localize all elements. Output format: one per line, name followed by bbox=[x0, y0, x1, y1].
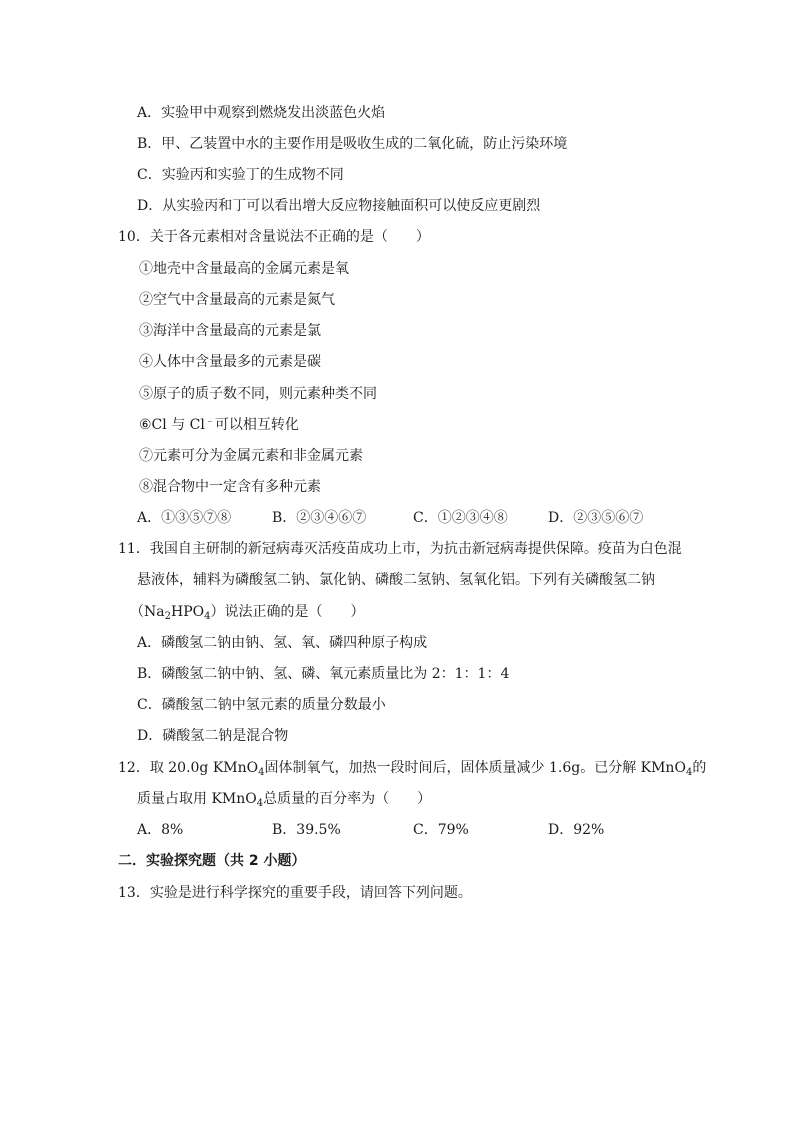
q10-item-5: ⑤原子的质子数不同，则元素种类不同 bbox=[139, 386, 377, 402]
q11-stem-line-1: 11．我国自主研制的新冠病毒灭活疫苗成功上市，为抗击新冠病毒提供保障。疫苗为白色混 bbox=[118, 541, 682, 557]
q10-item-7: ⑦元素可分为金属元素和非金属元素 bbox=[139, 448, 363, 464]
q11-option-c: C．磷酸氢二钠中氢元素的质量分数最小 bbox=[137, 697, 386, 713]
q10-item-4: ④人体中含量最多的元素是碳 bbox=[139, 354, 321, 370]
q11-stem-line-3 bbox=[130, 603, 364, 621]
q10-option-c: C．①②③④⑧ bbox=[413, 510, 508, 526]
q10-item-6-tail: 可以相互转化 bbox=[214, 417, 299, 433]
q12-sub-2: 4 bbox=[685, 767, 693, 778]
q12-text-4: 质量占取用 KMnO bbox=[137, 791, 257, 807]
q11-stem-line-2: 悬液体，辅料为磷酸氢二钠、氯化钠、磷酸二氢钠、氢氧化铝。下列有关磷酸氢二钠 bbox=[137, 572, 655, 588]
q11-formula-sub-2: 2 bbox=[164, 611, 171, 622]
q11-formula-hpo: HPO bbox=[170, 604, 205, 620]
q12-stem-line-1 bbox=[118, 759, 706, 777]
q9-option-a: A．实验甲中观察到燃烧发出淡蓝色火焰 bbox=[137, 105, 386, 121]
q12-text-1: 12．取 20.0g KMnO bbox=[118, 760, 259, 776]
q10-item-6-charge: ﹣ bbox=[204, 416, 215, 427]
q10-item-6 bbox=[139, 416, 299, 434]
q11-formula-sub-4: 4 bbox=[204, 611, 211, 622]
q13-stem: 13．实验是进行科学探究的重要手段，请回答下列问题。 bbox=[118, 885, 472, 901]
q11-option-a: A．磷酸氢二钠由钠、氢、氧、磷四种原子构成 bbox=[137, 635, 428, 651]
q10-item-1: ①地壳中含量最高的金属元素是氧 bbox=[139, 261, 349, 277]
q10-option-a: A．①③⑤⑦⑧ bbox=[137, 510, 232, 526]
q10-option-d: D．②③⑤⑥⑦ bbox=[548, 510, 644, 526]
q12-sub-1: 4 bbox=[258, 767, 265, 778]
q10-option-b: B．②③④⑥⑦ bbox=[272, 510, 367, 526]
q12-stem-line-2 bbox=[137, 790, 431, 808]
q11-stem-tail: ）说法正确的是（ ） bbox=[210, 604, 365, 620]
q12-text-2: 固体制氧气，加热一段时间后，固体质量减少 1.6g。已分解 KMnO bbox=[264, 760, 686, 776]
q12-option-a: A．8% bbox=[137, 822, 184, 838]
q10-item-8: ⑧混合物中一定含有多种元素 bbox=[139, 479, 321, 495]
q10-stem: 10．关于各元素相对含量说法不正确的是（ ） bbox=[118, 229, 430, 245]
q12-sub-3: 4 bbox=[256, 798, 264, 809]
section-2-heading: 二．实验探究题（共 2 小题） bbox=[118, 853, 306, 869]
q11-option-b: B．磷酸氢二钠中钠、氢、磷、氧元素质量比为 2：1：1：4 bbox=[137, 666, 510, 682]
q9-option-d: D．从实验丙和丁可以看出增大反应物接触面积可以使反应更剧烈 bbox=[137, 198, 541, 214]
q10-item-6-text: ⑥Cl 与 Cl bbox=[139, 417, 205, 433]
q12-option-c: C．79% bbox=[413, 822, 469, 838]
q12-option-d: D．92% bbox=[548, 822, 605, 838]
q12-option-b: B．39.5% bbox=[272, 822, 341, 838]
q12-text-5: 总质量的百分率为（ ） bbox=[263, 791, 432, 807]
q9-option-c: C．实验丙和实验丁的生成物不同 bbox=[137, 167, 344, 183]
q9-option-b: B．甲、乙装置中水的主要作用是吸收生成的二氧化硫，防止污染环境 bbox=[137, 136, 568, 152]
q12-text-3: 的 bbox=[692, 760, 707, 776]
q11-option-d: D．磷酸氢二钠是混合物 bbox=[137, 728, 289, 744]
q10-item-3: ③海洋中含量最高的元素是氯 bbox=[139, 323, 321, 339]
q11-formula-na: （Na bbox=[130, 604, 165, 620]
q10-item-2: ②空气中含量最高的元素是氮气 bbox=[139, 292, 335, 308]
